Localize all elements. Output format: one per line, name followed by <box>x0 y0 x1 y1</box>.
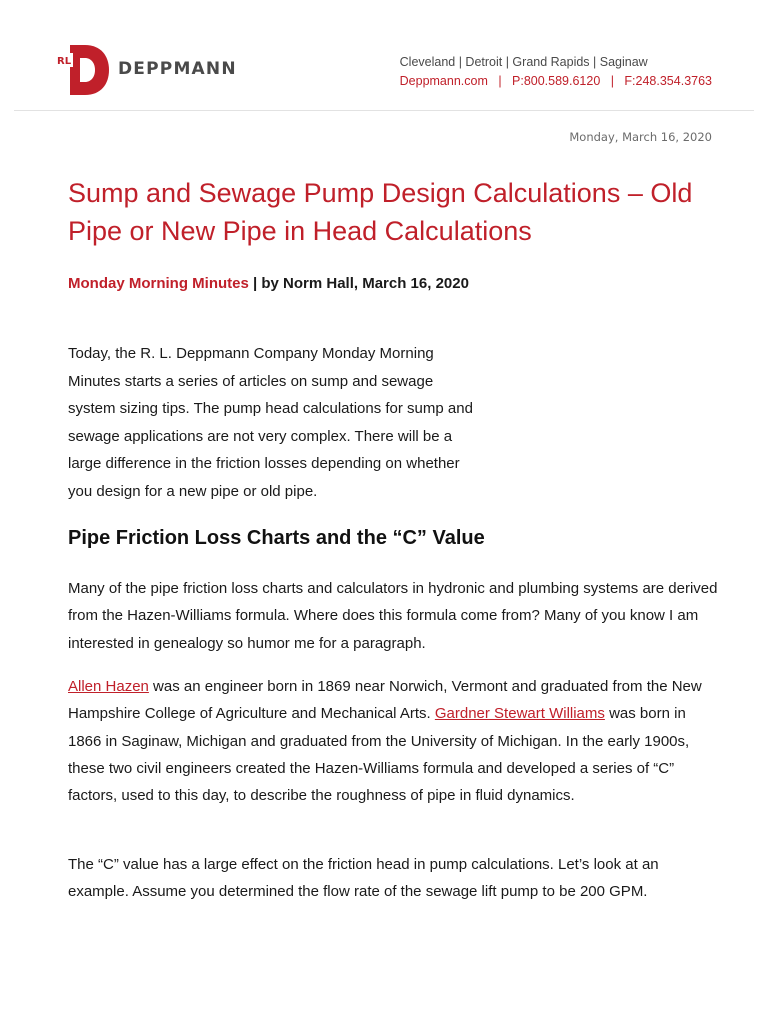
brand-name: DEPPMANN <box>118 59 237 79</box>
phone-number: P:800.589.6120 <box>512 74 601 88</box>
paragraph-text: was an engineer born in 1869 near Norwich, Vermont and graduated from the New Hampshire College of Agriculture and Mechanical Arts. <box>68 678 702 723</box>
logo-letters: RL <box>57 56 72 67</box>
body-paragraph-2 <box>68 673 718 809</box>
deppmann-logo[interactable] <box>56 43 110 97</box>
article-title: Sump and Sewage Pump Design Calculations – Old Pipe or New Pipe in Head Calculations <box>68 178 693 246</box>
header-divider <box>14 110 754 111</box>
fax-number: F:248.354.3763 <box>624 74 712 88</box>
contact-links <box>400 72 712 91</box>
paragraph-text: was born in 1866 in Saginaw, Michigan and graduated from the University of Michigan. In the early 1900s, these two civil engineers created the Hazen-Williams formula and developed a series of “C” factors, used to this day, to describe the roughness of pipe in fluid dynamics. <box>68 705 690 805</box>
series-name: Monday Morning Minutes <box>68 275 249 292</box>
contact-block <box>400 53 712 91</box>
page-header <box>0 0 768 112</box>
separator: | <box>498 74 502 88</box>
author-date: | by Norm Hall, March 16, 2020 <box>248 275 469 292</box>
website-link[interactable]: Deppmann.com <box>399 74 488 88</box>
separator: | <box>610 74 614 88</box>
allen-hazen-link[interactable]: Allen Hazen <box>68 678 149 695</box>
body-paragraph-3: The “C” value has a large effect on the friction head in pump calculations. Let’s look at an example. Assume you determined the flow rate of the sewage lift pump to be 200 GPM. <box>68 856 659 901</box>
intro-paragraph: Today, the R. L. Deppmann Company Monday Morning Minutes starts a series of articles on sump and sewage system sizing tips. The pump head calculations for sump and sewage applications are not very complex. There will be a large difference in the friction losses depending on whether you design for a new pipe or old pipe. <box>68 345 473 500</box>
section-heading: Pipe Friction Loss Charts and the “C” Value <box>68 527 485 549</box>
body-paragraph-1: Many of the pipe friction loss charts and calculators in hydronic and plumbing systems are derived from the Hazen-Williams formula. Where does this formula come from? Many of you know I am interested in genealogy so humor me for a paragraph. <box>68 580 718 652</box>
page-date: Monday, March 16, 2020 <box>569 130 712 144</box>
article-byline <box>68 275 469 292</box>
gardner-williams-link[interactable]: Gardner Stewart Williams <box>434 705 605 723</box>
office-cities: Cleveland | Detroit | Grand Rapids | Saginaw <box>399 55 648 69</box>
